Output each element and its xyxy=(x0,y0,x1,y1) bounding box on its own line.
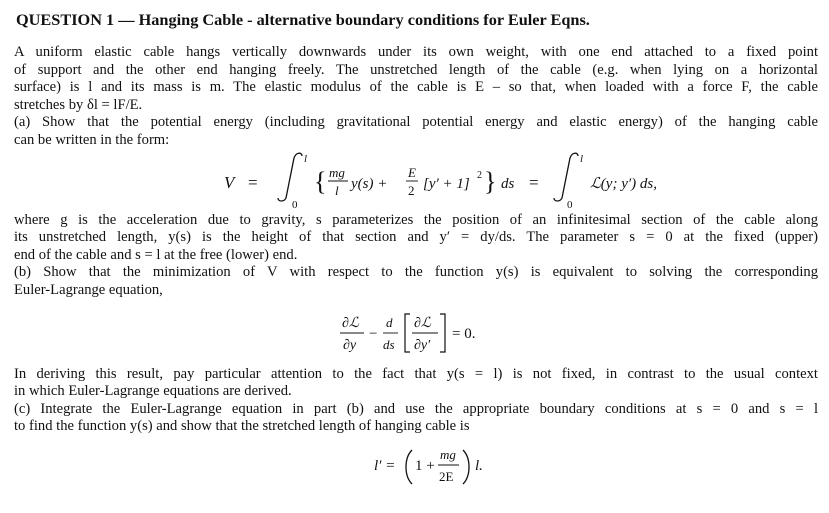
eq1-two: 2 xyxy=(408,182,415,198)
eq1-int-lower: 0 xyxy=(292,198,298,211)
text-line: surface) is l and its mass is m. The elastic modulus of the cable is E – so that, when loaded with a force F, the cable xyxy=(14,79,818,96)
text-line: in which Euler-Lagrange equations are derived. xyxy=(14,383,292,400)
eq1-equals-2: = xyxy=(529,172,539,192)
eq1-lagrangian: ℒ(y; y′) ds, xyxy=(590,175,657,192)
text-line: A uniform elastic cable hangs vertically downwards under its own weight, with one end attached to a fixed point xyxy=(14,44,818,60)
integral-sign-2 xyxy=(554,153,578,201)
eq2-minus: − xyxy=(369,325,378,342)
text-line: of support and the other end hanging freely. The unstretched length of the cable (e.g. when lying on a horizontal xyxy=(14,61,818,78)
eq1-int-upper-2: l xyxy=(580,152,584,165)
stretched-length-equation xyxy=(14,436,818,492)
part-a-line: (a) Show that the potential energy (including gravitational potential energy and elastic energy) of the hanging cable xyxy=(14,114,818,131)
question-title: Hanging Cable - alternative boundary conditions for Euler Eqns. xyxy=(138,10,590,29)
eq2-dL-2: ∂ℒ xyxy=(414,315,432,331)
eq1-int-upper: l xyxy=(304,152,308,165)
eq1-square: 2 xyxy=(477,169,482,181)
question-heading xyxy=(16,10,818,30)
eq1-equals: = xyxy=(248,172,258,192)
text-line: where g is the acceleration due to gravity, s parameterizes the position of an infinitesimal section of the cable along xyxy=(14,211,818,228)
eq2-ds: ds xyxy=(383,336,395,352)
question-page xyxy=(14,10,818,492)
part-b-line: Euler-Lagrange equation, xyxy=(14,281,163,298)
eq1-brace-open: { xyxy=(314,166,327,196)
definitions-paragraph xyxy=(14,212,818,300)
eq1-V: V xyxy=(224,172,235,192)
eq2-rhs: = 0. xyxy=(452,325,476,342)
question-label: QUESTION 1 xyxy=(16,10,115,29)
eq1-ys: y(s) + xyxy=(351,175,388,192)
eq2-dy: ∂y xyxy=(343,337,357,353)
eq3-right-paren xyxy=(463,450,469,484)
integral-sign xyxy=(278,153,302,201)
part-a-line: can be written in the form: xyxy=(14,131,170,148)
part-c-line: to find the function y(s) and show that the stretched length of hanging cable is xyxy=(14,418,470,435)
part-b-line: (b) Show that the minimization of V with respect to the function y(s) is equivalent to solving the corresponding xyxy=(14,264,818,281)
eq3-left-paren xyxy=(406,450,412,484)
eq2-d: d xyxy=(386,314,393,330)
eq2-left-bracket xyxy=(405,314,410,352)
eq1-int-lower-2: 0 xyxy=(567,198,573,211)
eq2-dyp: ∂y′ xyxy=(414,337,431,353)
eq3-l: l. xyxy=(475,457,483,474)
intro-paragraph xyxy=(14,44,818,150)
eq1-l-den: l xyxy=(335,182,339,198)
eq3-one-plus: 1 + xyxy=(415,457,435,474)
euler-lagrange-equation xyxy=(14,300,818,366)
text-line: In deriving this result, pay particular attention to the fact that y(s = l) is not fixed, in contrast to the usual context xyxy=(14,365,818,382)
eq3-lhs: l′ = xyxy=(374,457,396,474)
eq2-dL: ∂ℒ xyxy=(342,315,360,331)
part-c-line: (c) Integrate the Euler-Lagrange equation in part (b) and use the appropriate boundary conditions at s = 0 and s = l xyxy=(14,400,818,417)
text-line: stretches by δl = lF/E. xyxy=(14,96,143,113)
eq1-bracket-term: [y′ + 1] xyxy=(423,175,470,192)
eq3-twoE: 2E xyxy=(439,468,454,484)
text-line: its unstretched length, y(s) is the height of that section and y′ = dy/ds. The parameter s = 0 at the fixed (upper) xyxy=(14,229,818,246)
final-paragraph xyxy=(14,366,818,436)
potential-energy-equation xyxy=(14,150,818,212)
eq2-right-bracket xyxy=(440,314,445,352)
eq1-E: E xyxy=(408,164,416,180)
text-line: end of the cable and s = l at the free (lower) end. xyxy=(14,246,298,263)
eq1-mg: mg xyxy=(329,164,345,180)
heading-dash: — xyxy=(118,10,135,29)
eq3-mg: mg xyxy=(440,446,456,462)
eq1-brace-close: } xyxy=(484,166,497,196)
eq1-ds: ds xyxy=(501,175,515,192)
